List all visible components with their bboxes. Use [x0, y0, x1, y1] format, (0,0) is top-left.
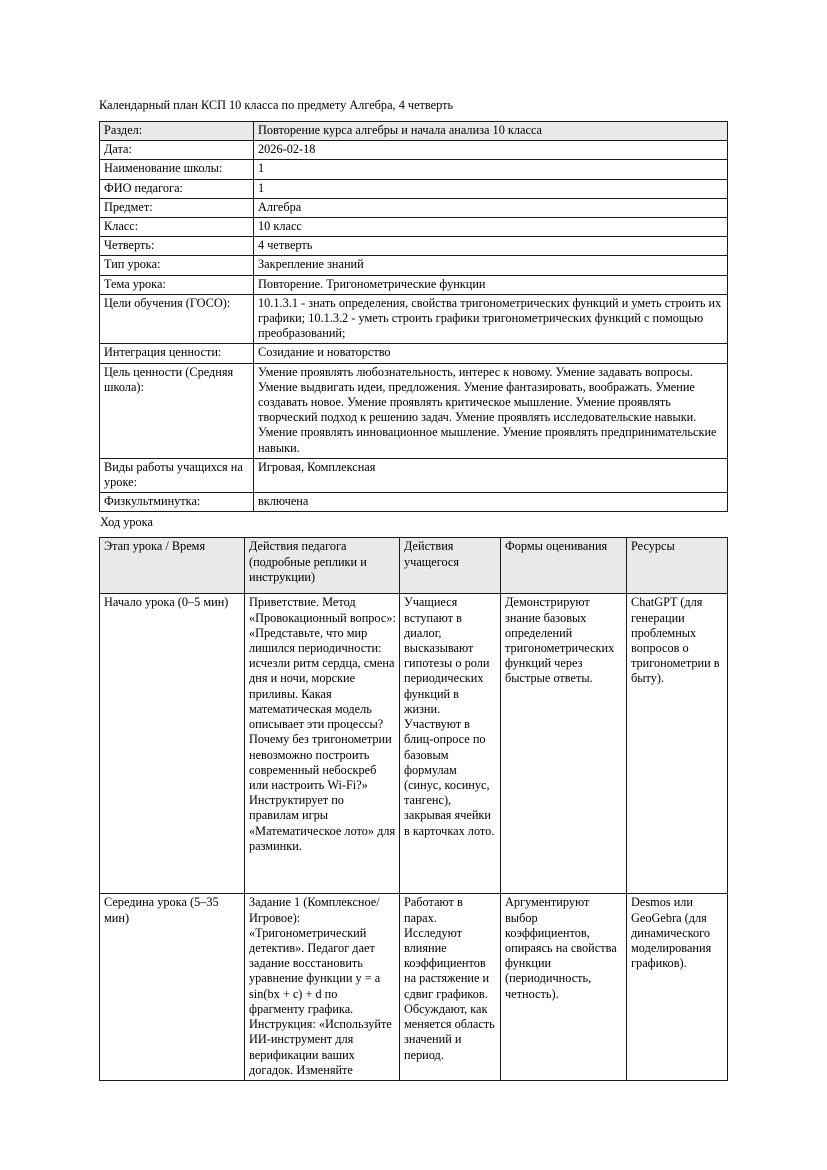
info-label: Цель ценности (Средняя школа):: [100, 363, 254, 458]
info-value: 1: [254, 160, 728, 179]
info-value: Алгебра: [254, 198, 728, 217]
lesson-info-body: [100, 122, 728, 512]
info-label: Цели обучения (ГОСО):: [100, 294, 254, 344]
info-label: Виды работы учащихся на уроке:: [100, 458, 254, 492]
table-row: [100, 344, 728, 363]
info-label: Раздел:: [100, 122, 254, 141]
info-label: ФИО педагога:: [100, 179, 254, 198]
table-row: [100, 160, 728, 179]
table-row: [100, 458, 728, 492]
section-heading: Ход урока: [100, 515, 153, 530]
cell-assessment: Демонстрируют знание базовых определений тригонометрических функций через быстрые ответы.: [501, 594, 627, 894]
cell-stage: Начало урока (0–5 мин): [100, 594, 245, 894]
table-row: [100, 294, 728, 344]
table-row: [100, 237, 728, 256]
column-header-student-actions: Действия учащегося: [400, 538, 501, 594]
table-row: [100, 894, 728, 1080]
lesson-flow-head: [100, 538, 728, 594]
table-row: [100, 141, 728, 160]
table-row: [100, 122, 728, 141]
info-label: Четверть:: [100, 237, 254, 256]
page-content: [99, 98, 728, 1081]
lesson-flow-table: [99, 537, 728, 1080]
table-row: [100, 179, 728, 198]
cell-teacher-actions: Приветствие. Метод «Провокационный вопрос»: «Представьте, что мир лишился периодичности: исчезли ритм сердца, смена дня и ночи, морские приливы. Какая математическая модель описывает эти процессы? Почему без тригонометрии невозможно построить современный небоскреб или настроить Wi-Fi?» Инструктирует по правилам игры «Математическое лото» для разминки.: [245, 594, 400, 894]
info-value: включена: [254, 493, 728, 512]
info-value: Умение проявлять любознательность, интерес к новому. Умение задавать вопросы. Умение выдвигать идеи, предложения. Умение фантазировать, воображать. Умение создавать новое. Умение проявлять критическое мышление. Умение проявлять творческий подход к решению задач. Умение проявлять исследовательские навыки. Умение проявлять инновационное мышление. Умение проявлять предпринимательские навыки.: [254, 363, 728, 458]
info-label: Физкультминутка:: [100, 493, 254, 512]
table-header-row: [100, 538, 728, 594]
info-value: 10 класс: [254, 218, 728, 237]
info-label: Класс:: [100, 218, 254, 237]
info-label: Предмет:: [100, 198, 254, 217]
cell-assessment: Аргументируют выбор коэффициентов, опираясь на свойства функции (периодичность, четность).: [501, 894, 627, 1080]
info-label: Интеграция ценности:: [100, 344, 254, 363]
lesson-flow-body: [100, 594, 728, 1080]
info-value: 2026-02-18: [254, 141, 728, 160]
info-value: 10.1.3.1 - знать определения, свойства тригонометрических функций и уметь строить их графики; 10.1.3.2 - уметь строить графики тригонометрических функций с помощью преобразований;: [254, 294, 728, 344]
table-row: [100, 198, 728, 217]
cell-teacher-actions: Задание 1 (Комплексное/Игровое): «Тригонометрический детектив». Педагог дает задание восстановить уравнение функции y = a sin(bx + c) + d по фрагменту графика. Инструкция: «Используйте ИИ-инструмент для верификации ваших догадок. Изменяйте: [245, 894, 400, 1080]
column-header-assessment: Формы оценивания: [501, 538, 627, 594]
cell-resources: Desmos или GeoGebra (для динамического моделирования графиков).: [627, 894, 728, 1080]
lesson-info-table: [99, 121, 728, 512]
info-value: Повторение курса алгебры и начала анализа 10 класса: [254, 122, 728, 141]
info-value: Игровая, Комплексная: [254, 458, 728, 492]
info-value: Закрепление знаний: [254, 256, 728, 275]
column-header-stage: Этап урока / Время: [100, 538, 245, 594]
table-row: [100, 493, 728, 512]
info-value: Созидание и новаторство: [254, 344, 728, 363]
table-row: [100, 363, 728, 458]
table-row: [100, 594, 728, 894]
cell-stage: Середина урока (5–35 мин): [100, 894, 245, 1080]
cell-student-actions: Учащиеся вступают в диалог, высказывают гипотезы о роли периодических функций в жизни. Участвуют в блиц-опросе по базовым формулам (синус, косинус, тангенс), закрывая ячейки в карточках лото.: [400, 594, 501, 894]
info-label: Тема урока:: [100, 275, 254, 294]
cell-student-actions: Работают в парах. Исследуют влияние коэффициентов на растяжение и сдвиг графиков. Обсуждают, как меняется область значений и период.: [400, 894, 501, 1080]
info-value: Повторение. Тригонометрические функции: [254, 275, 728, 294]
page-title: Календарный план КСП 10 класса по предмету Алгебра, 4 четверть: [99, 98, 454, 112]
table-row: [100, 256, 728, 275]
info-value: 4 четверть: [254, 237, 728, 256]
column-header-resources: Ресурсы: [627, 538, 728, 594]
info-label: Наименование школы:: [100, 160, 254, 179]
info-label: Тип урока:: [100, 256, 254, 275]
info-label: Дата:: [100, 141, 254, 160]
info-value: 1: [254, 179, 728, 198]
column-header-teacher-actions: Действия педагога (подробные реплики и инструкции): [245, 538, 400, 594]
table-row: [100, 218, 728, 237]
cell-resources: ChatGPT (для генерации проблемных вопросов о тригонометрии в быту).: [627, 594, 728, 894]
table-row: [100, 275, 728, 294]
